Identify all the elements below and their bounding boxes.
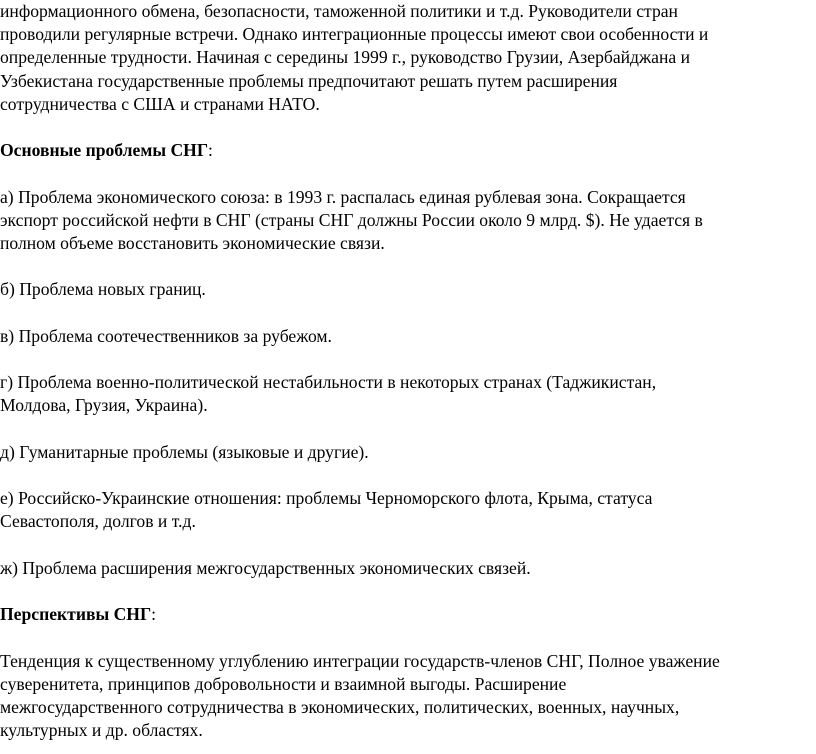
problems-heading-suffix: : — [208, 140, 213, 161]
prospects-heading — [0, 603, 816, 626]
paragraph-gap — [0, 348, 816, 371]
paragraph-gap — [0, 464, 816, 487]
problem-item-g: г) Проблема военно-политической нестабильности в некоторых странах (Таджикистан, Молдова, Грузия, Украина). — [0, 372, 657, 416]
paragraph-gap — [0, 418, 816, 441]
problem-item-zh: ж) Проблема расширения межгосударственных экономических связей. — [0, 557, 531, 578]
paragraph-gap — [0, 626, 816, 649]
paragraph-gap — [0, 534, 816, 557]
problem-item-b: б) Проблема новых границ. — [0, 279, 206, 300]
prospects-heading-label: Перспективы СНГ — [0, 604, 152, 625]
problems-heading-label: Основные проблемы СНГ — [0, 140, 209, 161]
paragraph-gap — [0, 116, 816, 139]
problem-item-a: а) Проблема экономического союза: в 1993 г. распалась единая рублевая зона. Сокращается экспорт российской нефти в СНГ (страны СНГ должны России около 9 млрд. $). Не удается в полном объеме восстановить экономические связи. — [0, 186, 703, 253]
paragraph-gap — [0, 580, 816, 603]
prospects-heading-suffix: : — [151, 604, 157, 625]
prospects-paragraph: Тенденция к существенному углублению интеграции государств-членов СНГ, Полное уважение суверенитета, принципов добровольности и взаимной выгоды. Расширение межгосударственного сотрудничества в экономических, политических, военных, научных, культурных и др. областях. — [0, 650, 720, 741]
paragraph-gap — [0, 255, 816, 278]
problem-item-e: е) Российско-Украинские отношения: проблемы Черноморского флота, Крыма, статуса Севастополя, долгов и т.д. — [0, 488, 653, 532]
problem-item-d: д) Гуманитарные проблемы (языковые и другие). — [0, 441, 369, 462]
intro-paragraph: информационного обмена, безопасности, таможенной политики и т.д. Руководители стран проводили регулярные встречи. Однако интеграционные процессы имеют свои особенности и определенные трудности. Начиная с середины 1999 г., руководство Грузии, Азербайджана и Узбекистана государственные проблемы предпочитают решать путем расширения сотрудничества с США и странами НАТО. — [0, 1, 709, 114]
problems-heading — [0, 139, 816, 162]
paragraph-gap — [0, 302, 816, 325]
paragraph-gap — [0, 162, 816, 185]
problem-item-v: в) Проблема соотечественников за рубежом. — [0, 325, 332, 346]
